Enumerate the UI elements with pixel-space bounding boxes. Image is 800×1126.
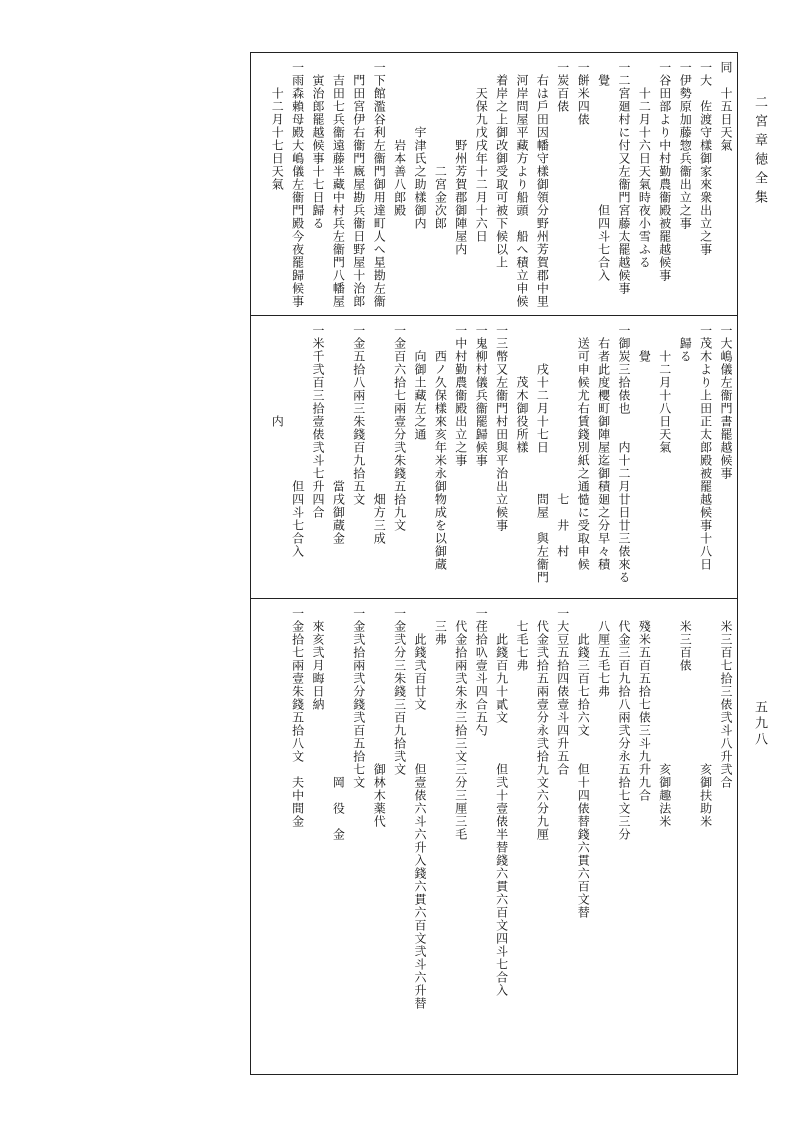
text-column: 一谷田部より中村勤農衞殿被罷越候事 [657,61,672,282]
text-column: 八厘五毛七弗 [596,607,611,698]
text-column: 一中村勤農衞殿出立之事 [453,324,468,467]
text-column: 一雨森賴母殿大嶋儀左衞門殿今夜罷歸候事 [290,61,305,308]
text-column: 一大嶋儀左衞門書罷越候事 [719,324,733,480]
text-column: 二宮金次郎 [433,61,448,230]
text-column: 一御炭三拾俵也 内十二月廿日廿三俵來る [617,324,631,584]
text-column: 當戌御蔵金 [331,324,346,545]
text-column: 一伊勢原加藤惣兵衞出立之事 [678,61,693,230]
text-column: 此錢三百七拾六文 但十四俵替錢六貫六百文替 [576,607,591,919]
page-number: 五九八 [752,700,767,748]
text-column: 覺 [637,324,652,363]
lower-section [251,599,737,1059]
text-column: 岡 役 金 [331,607,346,841]
text-column: 茂木御役所樣 [515,324,529,454]
text-column: 歸る [678,324,693,363]
text-column: 但四斗七合入 [290,324,305,558]
text-column: 一金弐分三朱錢三百九拾弐文 [392,607,407,776]
text-column: 代金弐拾五兩壹分永弐拾九文六分九厘 [535,607,550,841]
text-column: 向御土藏左之通 [413,324,427,441]
text-column: 送可申候尤右賃錢別紙之通慥に受取申候 [576,324,591,571]
text-column: 天保九戊戌年十二月十六日 [474,61,489,243]
text-column: 一鬼柳村儀兵衞罷歸候事 [474,324,489,467]
text-column: 野州芳賀郡御陣屋内 [453,61,468,256]
text-column: 寅治郎罷越候事十七日歸る [311,61,325,230]
text-column: 一二宮廻村に付又左衞門宮藤太罷越候事 [617,61,631,295]
text-column: 亥御趣法米 [657,607,672,828]
text-column: 岩本善八郎殿 [392,61,407,217]
middle-section [251,316,737,598]
text-column: 十二月十八日天氣 [657,324,672,454]
text-column: 同 十五日天氣 [719,61,733,152]
text-column: 戌十二月十七日 問屋 與左衞門 [535,324,550,584]
text-column: 一大 佐渡守樣御家來衆出立之事 [698,61,713,256]
text-column: 河岸問屋平藏方より船頭 船へ積立申候 [515,61,529,308]
text-column: 三弗 [433,607,448,646]
text-column: 御林木薬代 [372,607,387,828]
running-header: 二宮章徳全集 [752,95,767,209]
text-column: 覺 但四斗七合入 [596,61,611,282]
text-column: 一荏拾叺壹斗四合五勺 [474,607,489,737]
text-column: 内 [270,324,285,428]
text-column: 一三幣又左衞門村田與平治出立候事 [494,324,509,532]
text-column: 一金弐拾兩弐分錢弐百五拾七文 [351,607,366,789]
text-column: 來亥弐月晦日納 [311,607,325,711]
text-column: 七 井 村 [555,324,570,558]
text-column: 代金拾兩弐朱永三拾三文三分三厘三毛 [453,607,468,841]
text-column: 一金五拾八兩三朱錢百九拾五文 [351,324,366,506]
text-column: 一炭百俵 [555,61,570,113]
text-column: 畑方三成 [372,324,387,545]
text-column: 一餅米四俵 [576,61,591,126]
text-column: 一大豆五拾四俵壹斗四升五合 [555,607,570,776]
text-column: 吉田七兵衞遠藤半藏中村兵左衞門八幡屋 [331,61,346,308]
text-frame [250,52,738,1075]
text-column: 一金拾七兩壹朱錢五拾八文 夫中間金 [290,607,305,828]
text-column: 右者此度櫻町御陣屋迄御積廻之分早々積 [596,324,611,571]
text-column: 十二月十六日天氣時夜小雪ふる [637,61,652,269]
text-column: 一金百六拾七兩壹分弐朱錢五拾九文 [392,324,407,532]
text-column: 米三百七拾三俵弐斗八升弐合 [719,607,733,789]
text-column: 殘米五百五拾七俵三斗九升九合 [637,607,652,802]
text-column: 一米千弐百三拾壹俵弐斗七升四合 [311,324,325,519]
text-column: 着岸之上御改御受取可被下候以上 [494,61,509,269]
text-column: 此錢弐百廿文 但壹俵六斗六升入錢六貫六百文弐斗六升替 [413,607,427,1010]
text-column: 西ノ久保樣來亥年米永御物成を以御蔵 [433,324,448,571]
text-column: 此錢百九十貳文 但弐十壹俵半替錢六貫六百文四斗七合入 [494,607,509,997]
text-column: 七毛七弗 [515,607,529,672]
text-column: 亥御扶助米 [698,607,713,828]
text-column: 一茂木より上田正太郎殿被罷越候事十八日 [698,324,713,571]
upper-section [251,53,737,315]
text-column: 米三百俵 [678,607,693,672]
text-column: 門田宮伊右衞門廐屋勘兵衞日野屋十治郎 [351,61,366,308]
text-column: 代金三百九拾八兩弐分永五拾七文三分 [617,607,631,841]
text-column: 宇津氏之助樣御内 [413,61,427,230]
text-column: 十二月十七日天氣 [270,61,285,191]
text-column: 右は戶田因幡守樣御領分野州芳賀郡中里 [535,61,550,308]
text-column: 一下館濫谷利左衞門御用達町人へ星勘左衞 [372,61,387,308]
